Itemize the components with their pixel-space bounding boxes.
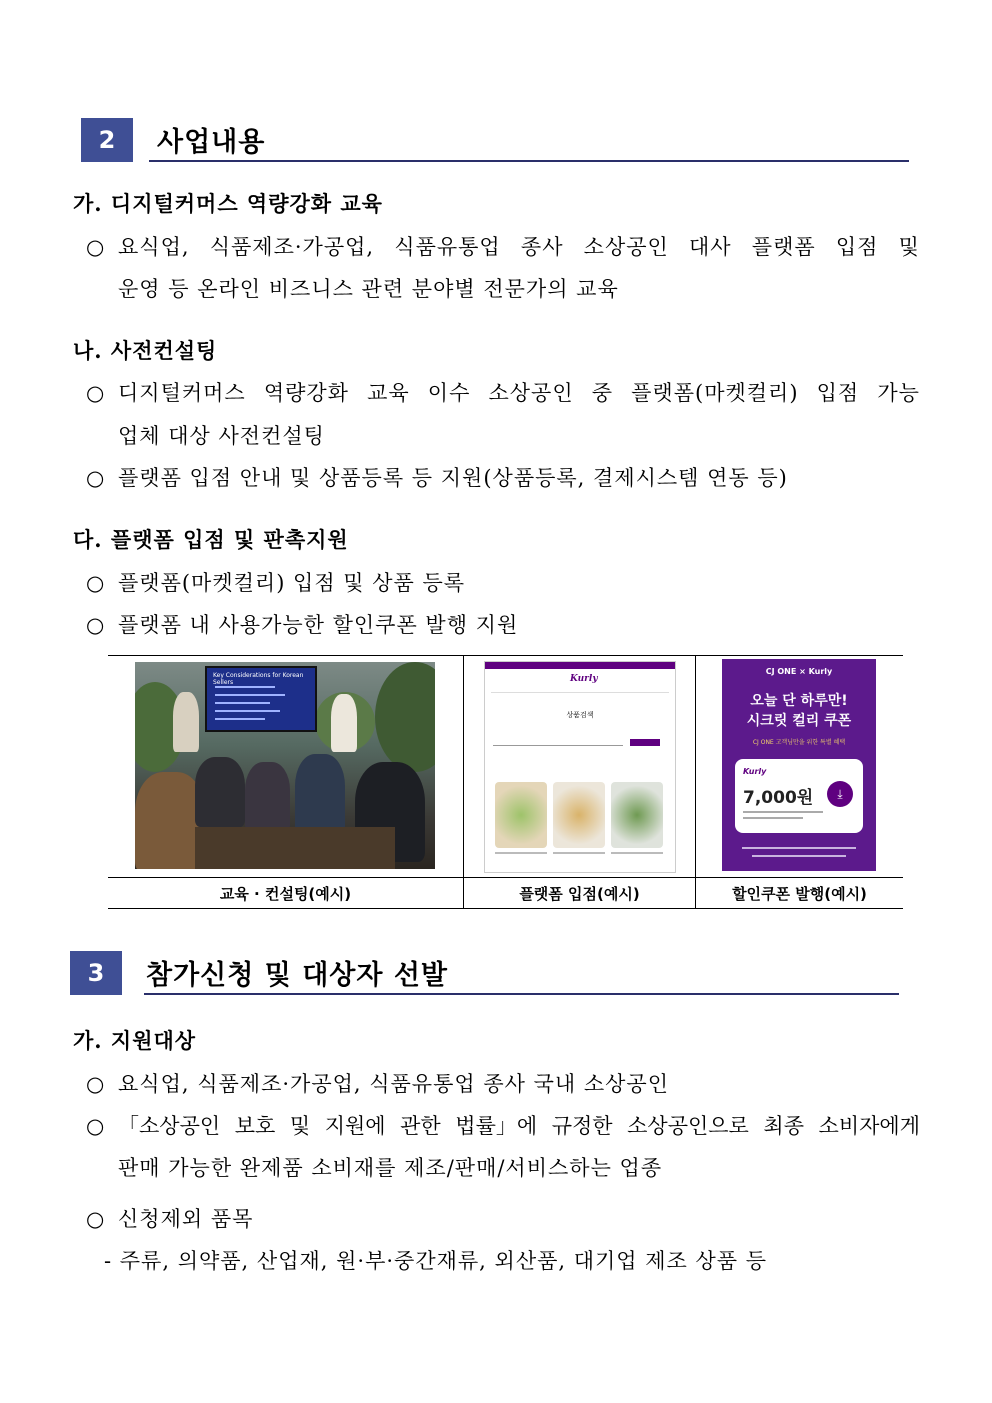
bullet-word: 법률」에	[455, 1114, 538, 1138]
section-underline	[144, 993, 899, 995]
screen-title: Key Considerations for Korean Sellers	[213, 672, 304, 686]
coupon-brand: CJ ONE × Kurly	[765, 667, 833, 676]
bullet-text: 요식업, 식품제조·가공업, 식품유통업 종사 국내 소상공인	[118, 1072, 669, 1096]
bullet-item	[86, 377, 920, 407]
bullet-word: 디지털커머스	[118, 381, 246, 405]
consulting-photo	[135, 662, 435, 869]
bullet-word: 플랫폼	[751, 235, 816, 259]
bullet-word: 식품유통업	[394, 235, 501, 259]
bullet-word: 및	[898, 235, 920, 259]
bullet-item	[86, 1068, 669, 1098]
bullet-text: 플랫폼 입점 안내 및 상품등록 등 지원(상품등록, 결제시스템 연동 등)	[118, 466, 788, 490]
coupon-card	[735, 759, 863, 833]
caption-coupon: 할인쿠폰 발행(예시)	[732, 884, 867, 903]
bullet-word: 중	[591, 381, 614, 405]
bullet-word: 소비자에게	[818, 1114, 920, 1138]
section-title: 사업내용	[157, 127, 266, 158]
bullet-word: 지원에	[324, 1114, 386, 1138]
bullet-marker: ○	[86, 1114, 106, 1138]
coupon-headline: 오늘 단 하루만! 시크릿 컬리 쿠폰	[746, 693, 852, 729]
bullet-word: 가능	[877, 381, 920, 405]
section-number-badge: 3	[70, 951, 122, 995]
bullet-text: 신청제외 품목	[118, 1207, 254, 1231]
bullet-text: 플랫폼 내 사용가능한 할인쿠폰 발행 지원	[118, 613, 519, 637]
food-image	[553, 782, 605, 848]
bullet-marker: ○	[86, 235, 106, 259]
bullet-word: 소상공인	[583, 235, 669, 259]
bullet-word: 요식업,	[118, 235, 190, 259]
bullet-item	[86, 462, 788, 492]
bullet-word: 소상공인으로	[627, 1114, 749, 1138]
caption-consulting: 교육 · 컨설팅(예시)	[219, 884, 352, 903]
kurly-logo: Kurly	[743, 767, 767, 776]
coupon-cell	[696, 656, 903, 877]
presenter	[173, 692, 199, 752]
bullet-continuation: 업체 대상 사전컨설팅	[118, 424, 325, 448]
kurly-logo: Kurly	[570, 674, 598, 684]
subheading-da: 다. 플랫폼 입점 및 판촉지원	[73, 527, 349, 552]
bullet-item	[86, 1203, 253, 1233]
section-number-badge: 2	[81, 118, 133, 162]
platform-screenshot-cell	[464, 656, 695, 877]
bullet-word: 입점	[816, 381, 860, 405]
section-2-header	[81, 118, 911, 162]
presentation-screen	[205, 666, 317, 732]
bullet-continuation: 판매 가능한 완제품 소비재를 제조/판매/서비스하는 업종	[118, 1156, 663, 1180]
example-image-table	[108, 655, 903, 909]
bullet-word: 플랫폼(마켓컬리)	[631, 381, 799, 405]
coupon-subtext: CJ ONE 고객님만을 위한 특별 혜택	[752, 739, 846, 746]
bullet-continuation: 운영 등 온라인 비즈니스 관련 분야별 전문가의 교육	[118, 277, 619, 301]
presenter	[331, 694, 357, 752]
download-icon: ⤓	[827, 781, 853, 807]
bullet-item	[86, 1110, 920, 1140]
search-page-title: 상품검색	[566, 711, 594, 719]
bullet-word: 교육	[367, 381, 410, 405]
subheading-na: 나. 사전컨설팅	[73, 338, 218, 363]
kurly-product-search-screenshot	[484, 661, 676, 873]
bullet-word: 보호	[234, 1114, 276, 1138]
bullet-marker: ○	[86, 571, 106, 595]
bullet-word: 소상공인	[488, 381, 574, 405]
food-image	[611, 782, 663, 848]
subheading-ga: 가. 디지털커머스 역량강화 교육	[73, 191, 383, 216]
bullet-word: 입점	[835, 235, 879, 259]
bullet-marker: ○	[86, 613, 106, 637]
bullet-word: 관한	[400, 1114, 441, 1138]
caption-platform: 플랫폼 입점(예시)	[519, 884, 640, 903]
bullet-word: 종사	[520, 235, 564, 259]
table-surface	[195, 827, 395, 869]
section-title: 참가신청 및 대상자 선발	[146, 960, 449, 991]
kurly-coupon-banner	[722, 659, 876, 871]
coupon-amount: 7,000원	[743, 788, 814, 808]
top-banner	[485, 662, 675, 669]
dash-item: - 주류, 의약품, 산업재, 원·부·중간재류, 외산품, 대기업 제조 상품 등	[104, 1249, 768, 1273]
bullet-word: 및	[289, 1114, 311, 1138]
bullet-marker: ○	[86, 466, 106, 490]
section-underline	[149, 160, 909, 162]
bullet-marker: ○	[86, 1072, 106, 1096]
bullet-marker: ○	[86, 381, 106, 405]
bullet-word: 식품제조·가공업,	[209, 235, 375, 259]
subheading-ga: 가. 지원대상	[73, 1028, 197, 1053]
search-button	[630, 739, 660, 746]
bullet-word: 역량강화	[263, 381, 349, 405]
bullet-word: 「소상공인	[118, 1114, 221, 1138]
section-3-header	[70, 951, 900, 995]
bullet-word: 이수	[427, 381, 471, 405]
bullet-word: 최종	[763, 1114, 804, 1138]
bullet-word: 대사	[689, 235, 732, 259]
bullet-item	[86, 231, 920, 261]
food-image	[495, 782, 547, 848]
bullet-word: 규정한	[551, 1114, 613, 1138]
bullet-item	[86, 567, 465, 597]
search-field	[493, 740, 623, 746]
bullet-marker: ○	[86, 1207, 106, 1231]
bullet-item	[86, 609, 518, 639]
bullet-text: 플랫폼(마켓컬리) 입점 및 상품 등록	[118, 571, 466, 595]
